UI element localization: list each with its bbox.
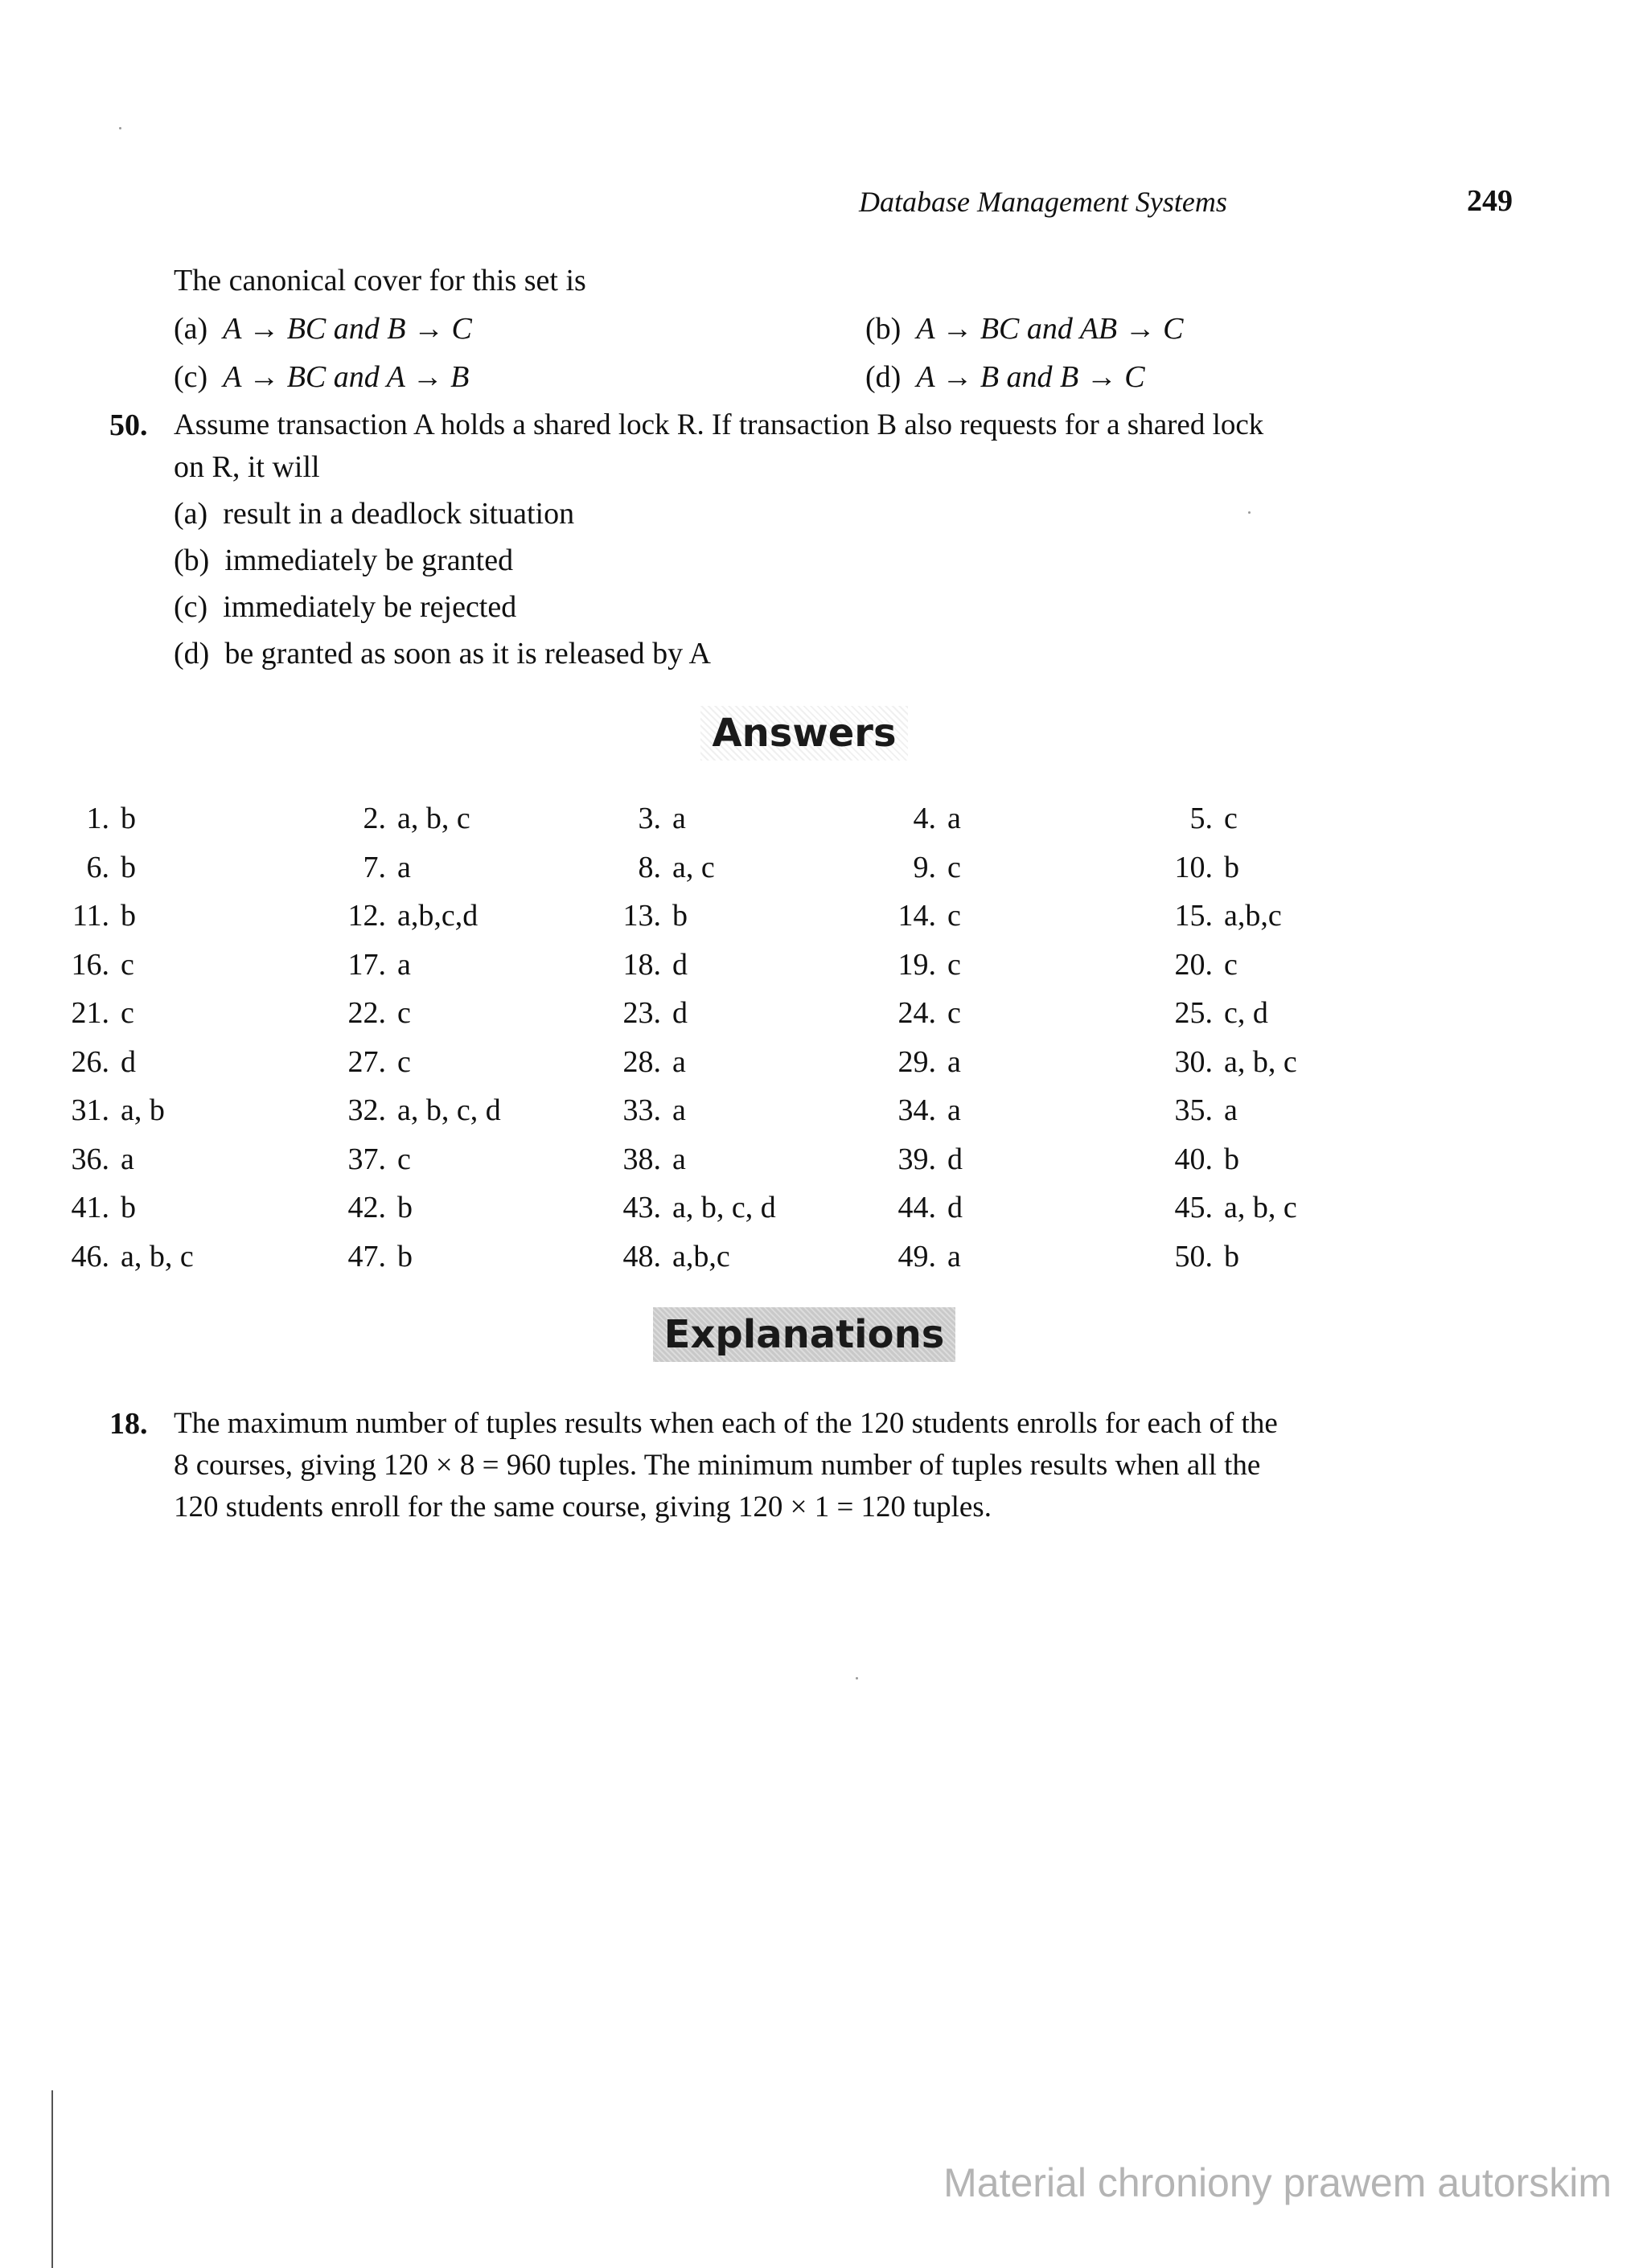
answer-value: d bbox=[672, 996, 688, 1030]
answer-value: a bbox=[672, 1142, 686, 1176]
answer-item bbox=[603, 850, 715, 885]
answer-value: c bbox=[947, 996, 961, 1030]
answer-number: 44. bbox=[897, 1191, 936, 1224]
answer-item bbox=[51, 1044, 136, 1080]
option-text: be granted as soon as it is released by A bbox=[224, 637, 711, 671]
answer-item bbox=[51, 947, 134, 982]
answer-item bbox=[1155, 898, 1282, 933]
answer-number: 11. bbox=[72, 899, 109, 933]
answer-item bbox=[878, 898, 961, 933]
answer-item bbox=[51, 850, 136, 885]
answer-item bbox=[328, 850, 411, 885]
answer-value: b bbox=[121, 802, 136, 835]
answer-item bbox=[1155, 1142, 1239, 1177]
answer-item bbox=[51, 1190, 136, 1225]
answer-item bbox=[878, 1093, 961, 1128]
answer-value: c bbox=[397, 996, 411, 1030]
explanation-number: 18. bbox=[109, 1407, 148, 1441]
option-b bbox=[174, 545, 513, 576]
answer-number: 34. bbox=[897, 1093, 936, 1127]
answer-number: 42. bbox=[347, 1191, 386, 1224]
answer-value: b bbox=[121, 899, 136, 933]
answer-value: c bbox=[1224, 802, 1238, 835]
question-number: 50. bbox=[109, 408, 148, 442]
answer-number: 46. bbox=[71, 1240, 109, 1273]
answer-item bbox=[328, 1239, 413, 1274]
scan-speck bbox=[119, 127, 121, 129]
option-a bbox=[174, 314, 472, 344]
answer-number: 48. bbox=[622, 1240, 661, 1273]
answer-value: b bbox=[1224, 1142, 1239, 1176]
answer-value: b bbox=[121, 1191, 136, 1224]
answer-item bbox=[1155, 1093, 1238, 1128]
answer-number: 41. bbox=[71, 1191, 109, 1224]
answer-value: a bbox=[121, 1142, 134, 1176]
answer-number: 14. bbox=[897, 899, 936, 933]
answer-item bbox=[51, 801, 136, 836]
answer-number: 49. bbox=[897, 1240, 936, 1273]
answer-value: a bbox=[397, 851, 411, 884]
answer-value: d bbox=[672, 948, 688, 982]
answer-value: d bbox=[947, 1142, 963, 1176]
answer-item bbox=[1155, 1044, 1297, 1080]
answer-item bbox=[1155, 1190, 1297, 1225]
answer-item bbox=[328, 1093, 501, 1128]
answer-value: c bbox=[397, 1045, 411, 1079]
answer-item bbox=[878, 801, 961, 836]
answer-value: a, b, c bbox=[1224, 1045, 1297, 1079]
question-text-line-2: on R, it will bbox=[174, 450, 320, 484]
answer-value: a, c bbox=[672, 851, 715, 884]
option-text: A → BC and B → C bbox=[223, 312, 472, 346]
answer-number: 16. bbox=[71, 948, 109, 982]
answer-number: 4. bbox=[913, 802, 936, 835]
answer-number: 20. bbox=[1174, 948, 1213, 982]
answer-item bbox=[603, 1093, 686, 1128]
answer-item bbox=[603, 1142, 686, 1177]
answer-number: 1. bbox=[86, 802, 109, 835]
answer-item bbox=[1155, 947, 1238, 982]
answer-value: b bbox=[1224, 851, 1239, 884]
option-a bbox=[174, 498, 574, 529]
explanation-line-1: The maximum number of tuples results when each of the 120 students enrolls for each of the bbox=[174, 1407, 1278, 1440]
option-text: A → B and B → C bbox=[916, 360, 1145, 394]
answer-item bbox=[51, 995, 134, 1031]
option-b bbox=[865, 314, 1183, 344]
option-label: (a) bbox=[174, 312, 208, 346]
answer-value: c bbox=[947, 948, 961, 982]
answer-item bbox=[878, 1239, 961, 1274]
answer-value: c bbox=[121, 996, 134, 1030]
answer-value: d bbox=[121, 1045, 136, 1079]
answer-value: c bbox=[1224, 948, 1238, 982]
answer-number: 24. bbox=[897, 996, 936, 1030]
answer-item bbox=[603, 1239, 730, 1274]
option-text: immediately be granted bbox=[224, 543, 514, 577]
answer-value: a bbox=[947, 1093, 961, 1127]
answer-number: 15. bbox=[1174, 899, 1213, 933]
answer-value: a bbox=[947, 1045, 961, 1079]
answer-number: 25. bbox=[1174, 996, 1213, 1030]
answer-value: a,b,c bbox=[1224, 899, 1282, 933]
answer-item bbox=[878, 1190, 963, 1225]
answer-value: a bbox=[672, 802, 686, 835]
answer-value: c, d bbox=[1224, 996, 1268, 1030]
answer-item bbox=[878, 1044, 961, 1080]
option-d bbox=[174, 638, 711, 669]
answer-value: a bbox=[672, 1045, 686, 1079]
answer-number: 29. bbox=[897, 1045, 936, 1079]
answer-item bbox=[51, 1142, 134, 1177]
option-label: (d) bbox=[865, 360, 902, 394]
answer-number: 40. bbox=[1174, 1142, 1213, 1176]
answer-value: c bbox=[121, 948, 134, 982]
answers-heading: Answers bbox=[700, 706, 907, 761]
option-label: (d) bbox=[174, 637, 210, 671]
answer-item bbox=[328, 898, 478, 933]
page-number: 249 bbox=[1467, 184, 1513, 218]
answer-value: a bbox=[397, 948, 411, 982]
answer-item bbox=[1155, 801, 1238, 836]
answer-number: 45. bbox=[1174, 1191, 1213, 1224]
option-label: (b) bbox=[174, 543, 210, 577]
option-label: (c) bbox=[174, 360, 208, 394]
answer-value: a, b, c, d bbox=[397, 1093, 501, 1127]
answer-value: c bbox=[947, 899, 961, 933]
answer-item bbox=[603, 1190, 776, 1225]
answer-value: a, b, c, d bbox=[672, 1191, 776, 1224]
answer-number: 19. bbox=[897, 948, 936, 982]
question-text-line-1: Assume transaction A holds a shared lock R. If transaction B also requests for a shared lock bbox=[174, 408, 1264, 441]
answer-number: 10. bbox=[1174, 851, 1213, 884]
answer-value: a, b bbox=[121, 1093, 165, 1127]
answer-value: a bbox=[947, 1240, 961, 1273]
answer-number: 31. bbox=[71, 1093, 109, 1127]
answer-number: 37. bbox=[347, 1142, 386, 1176]
answer-value: b bbox=[1224, 1240, 1239, 1273]
option-c bbox=[174, 592, 516, 622]
answer-item bbox=[328, 1044, 411, 1080]
answer-number: 35. bbox=[1174, 1093, 1213, 1127]
scan-margin-line bbox=[51, 2090, 53, 2268]
answer-item bbox=[878, 947, 961, 982]
option-c bbox=[174, 362, 469, 392]
answers-heading-wrap bbox=[0, 706, 1608, 761]
answer-value: a bbox=[672, 1093, 686, 1127]
answer-number: 18. bbox=[622, 948, 661, 982]
answer-item bbox=[1155, 850, 1239, 885]
answer-value: c bbox=[947, 851, 961, 884]
answer-number: 43. bbox=[622, 1191, 661, 1224]
answer-item bbox=[1155, 1239, 1239, 1274]
answer-value: a, b, c bbox=[397, 802, 470, 835]
answer-number: 32. bbox=[347, 1093, 386, 1127]
explanation-line-3: 120 students enroll for the same course, giving 120 × 1 = 120 tuples. bbox=[174, 1491, 992, 1524]
answer-number: 38. bbox=[622, 1142, 661, 1176]
option-text: immediately be rejected bbox=[223, 590, 517, 624]
answer-value: d bbox=[947, 1191, 963, 1224]
answer-number: 27. bbox=[347, 1045, 386, 1079]
answer-item bbox=[51, 898, 136, 933]
scan-speck bbox=[1248, 511, 1251, 514]
answer-value: a,b,c,d bbox=[397, 899, 478, 933]
option-label: (c) bbox=[174, 590, 208, 624]
answer-item bbox=[603, 995, 688, 1031]
answer-number: 5. bbox=[1189, 802, 1213, 835]
answer-item bbox=[1155, 995, 1268, 1031]
answer-number: 6. bbox=[86, 851, 109, 884]
answer-number: 8. bbox=[638, 851, 661, 884]
answer-number: 50. bbox=[1174, 1240, 1213, 1273]
option-label: (a) bbox=[174, 497, 208, 531]
answer-number: 9. bbox=[913, 851, 936, 884]
running-header-title: Database Management Systems bbox=[859, 186, 1227, 218]
answer-item bbox=[603, 1044, 686, 1080]
answer-number: 28. bbox=[622, 1045, 661, 1079]
answer-item bbox=[51, 1093, 165, 1128]
answer-value: b bbox=[121, 851, 136, 884]
answer-item bbox=[328, 801, 470, 836]
answer-number: 36. bbox=[71, 1142, 109, 1176]
answer-item bbox=[878, 850, 961, 885]
option-text: result in a deadlock situation bbox=[223, 497, 575, 531]
explanation-line-2: 8 courses, giving 120 × 8 = 960 tuples. The minimum number of tuples results when all the bbox=[174, 1449, 1261, 1482]
copyright-watermark: Material chroniony prawem autorskim bbox=[943, 2160, 1612, 2205]
answer-number: 26. bbox=[71, 1045, 109, 1079]
answer-number: 21. bbox=[71, 996, 109, 1030]
answer-item bbox=[328, 1190, 413, 1225]
explanations-heading: Explanations bbox=[653, 1307, 956, 1362]
answer-number: 12. bbox=[347, 899, 386, 933]
answer-item bbox=[51, 1239, 194, 1274]
answer-value: a bbox=[1224, 1093, 1238, 1127]
answer-value: a, b, c bbox=[1224, 1191, 1297, 1224]
option-text: A → BC and A → B bbox=[223, 360, 470, 394]
answer-item bbox=[328, 1142, 411, 1177]
answer-number: 23. bbox=[622, 996, 661, 1030]
answer-number: 2. bbox=[363, 802, 386, 835]
answer-value: b bbox=[672, 899, 688, 933]
option-label: (b) bbox=[865, 312, 902, 346]
option-d bbox=[865, 362, 1145, 392]
answer-number: 47. bbox=[347, 1240, 386, 1273]
answer-item bbox=[878, 995, 961, 1031]
answer-value: a,b,c bbox=[672, 1240, 730, 1273]
scan-speck bbox=[856, 1677, 858, 1679]
answer-item bbox=[603, 898, 688, 933]
answer-value: b bbox=[397, 1191, 413, 1224]
answer-item bbox=[328, 995, 411, 1031]
answer-item bbox=[328, 947, 411, 982]
option-text: A → BC and AB → C bbox=[916, 312, 1184, 346]
answer-value: a bbox=[947, 802, 961, 835]
answer-value: c bbox=[397, 1142, 411, 1176]
answer-number: 13. bbox=[622, 899, 661, 933]
answer-number: 3. bbox=[638, 802, 661, 835]
question-stem: The canonical cover for this set is bbox=[174, 264, 586, 297]
answer-value: a, b, c bbox=[121, 1240, 194, 1273]
answer-item bbox=[603, 801, 686, 836]
answer-number: 7. bbox=[363, 851, 386, 884]
answer-number: 39. bbox=[897, 1142, 936, 1176]
answer-number: 17. bbox=[347, 948, 386, 982]
answer-number: 33. bbox=[622, 1093, 661, 1127]
answer-item bbox=[603, 947, 688, 982]
answer-number: 30. bbox=[1174, 1045, 1213, 1079]
answer-value: b bbox=[397, 1240, 413, 1273]
explanations-heading-wrap bbox=[0, 1307, 1608, 1362]
answer-number: 22. bbox=[347, 996, 386, 1030]
answer-item bbox=[878, 1142, 963, 1177]
